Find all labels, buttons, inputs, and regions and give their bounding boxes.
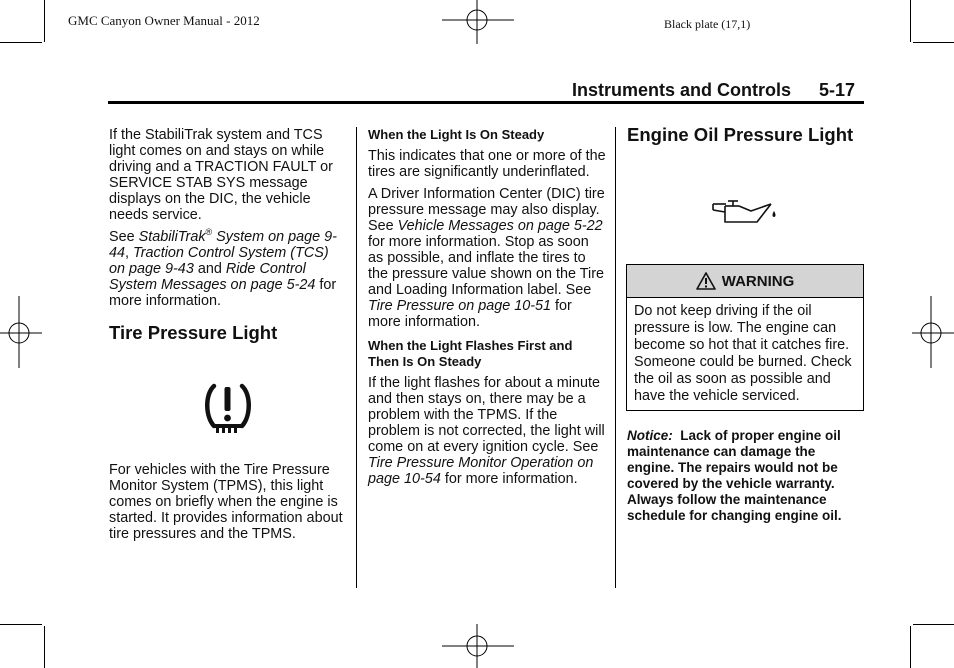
- cross-ref: Traction Control System (TCS) on page 9-43: [109, 245, 329, 277]
- notice-label: Notice:: [627, 428, 673, 443]
- tire-pressure-heading: Tire Pressure Light: [109, 322, 278, 343]
- notice: [627, 428, 865, 524]
- page-number: 5-17: [819, 80, 856, 100]
- crop-mark: [0, 624, 42, 625]
- registration-mark-bottom: [442, 624, 514, 668]
- oil-pressure-heading: Engine Oil Pressure Light: [627, 124, 854, 145]
- crop-mark: [913, 624, 954, 625]
- tpms-problem-paragraph: If the light flashes for about a minute and then stays on, there may be a problem with the TPMS. If the problem is not corrected, the light will come on at every ignition cycle. See Tire Pressure Monitor Operation on page 10-54 for more information.: [368, 375, 605, 487]
- warning-header: [627, 265, 863, 298]
- running-header-right: Black plate (17,1): [664, 17, 751, 31]
- column-3: [627, 124, 865, 145]
- running-header-left: GMC Canyon Owner Manual - 2012: [68, 13, 260, 28]
- underinflated-paragraph: This indicates that one or more of the tires are significantly underinflated.: [368, 148, 606, 180]
- crop-mark: [44, 626, 45, 668]
- subheading-flashes: When the Light Flashes First and Then Is On Steady: [368, 338, 573, 369]
- registration-mark-top: [442, 0, 514, 44]
- warning-text: Do not keep driving if the oil pressure is low. The engine can become so hot that it catches fire. Someone could be burned. Check the oil as soon as possible and have the vehicle serviced.: [634, 303, 852, 404]
- section-header: [572, 80, 855, 101]
- crop-mark: [44, 0, 45, 42]
- crop-mark: [910, 626, 911, 668]
- column-divider: [356, 127, 357, 588]
- warning-box: [626, 264, 864, 411]
- crop-mark: [913, 42, 954, 43]
- cross-ref: Vehicle Messages on page 5-22: [397, 218, 603, 234]
- notice-text: Lack of proper engine oil maintenance can damage the engine. The repairs would not be covered by the vehicle warranty. Always follow the maintenance schedule for changing engine oil.: [627, 428, 842, 523]
- cross-ref: StabiliTrak: [138, 229, 206, 245]
- oil-can-icon: [711, 196, 779, 226]
- section-title: Instruments and Controls: [572, 80, 792, 100]
- column-divider: [615, 127, 616, 588]
- tpms-paragraph: For vehicles with the Tire Pressure Monitor System (TPMS), this light comes on briefly when the engine is started. It provides information about tire pressures and the TPMS.: [109, 462, 343, 542]
- subheading-steady: When the Light Is On Steady: [368, 127, 545, 142]
- cross-ref: Tire Pressure on page 10-51: [368, 298, 552, 314]
- tire-pressure-warning-icon: [203, 382, 253, 434]
- stabilitrak-paragraph: If the StabiliTrak system and TCS light comes on and stays on while driving and a TRACTION FAULT or SERVICE STAB SYS message displays on the DIC, the vehicle needs service.: [109, 127, 333, 223]
- crop-mark: [0, 42, 42, 43]
- cross-ref: Tire Pressure Monitor Operation on page 10-54: [368, 455, 594, 487]
- warning-triangle-icon: [696, 272, 716, 290]
- crop-mark: [910, 0, 911, 42]
- warning-title: WARNING: [721, 272, 795, 290]
- registration-mark-right: [912, 296, 954, 368]
- registration-mark-left: [0, 296, 42, 368]
- cross-ref: System on page 9-44: [109, 229, 337, 261]
- dic-paragraph: A Driver Information Center (DIC) tire pressure message may also display. See Vehicle Messages on page 5-22 for more information. Stop as soon as possible, and inflate the tires to the pressure value shown on the Tire and Loading Information label. See Tire Pressure on page 10-51 for more information.: [368, 186, 605, 330]
- cross-ref: Ride Control System Messages on page 5-24: [109, 261, 316, 293]
- column-1: [109, 127, 345, 341]
- column-2: [368, 127, 606, 493]
- see-also-paragraph: See StabiliTrak® System on page 9-44, Traction Control System (TCS) on page 9-43 and Ride Control System Messages on page 5-24 for more information.: [109, 227, 337, 309]
- header-rule: [108, 101, 864, 104]
- registered-mark: ®: [205, 227, 213, 238]
